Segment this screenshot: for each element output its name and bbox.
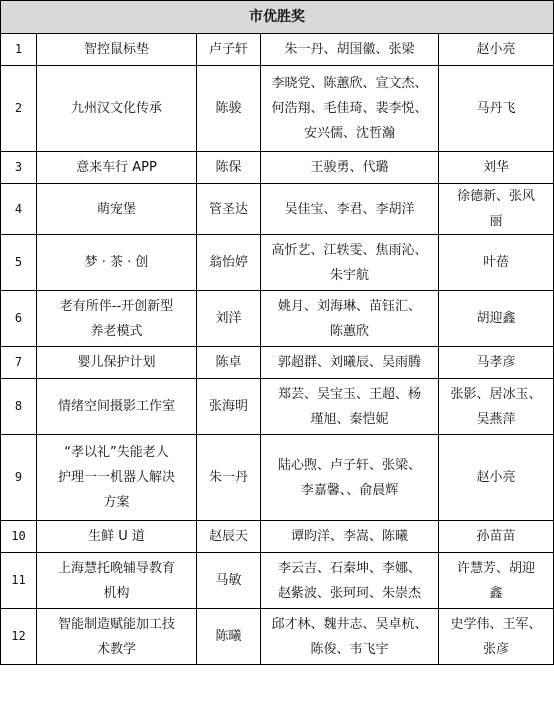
mentor-name	[439, 379, 554, 435]
team-members	[261, 435, 439, 521]
project-name-line: 方案	[103, 495, 130, 510]
team-members-line: 朱宇航	[329, 267, 369, 283]
mentor-name	[439, 184, 554, 235]
mentor-name-line: 叶蓓	[483, 255, 510, 270]
project-name-line: “孝以礼”失能老人	[64, 445, 169, 460]
team-leader: 翁怡婷	[197, 235, 261, 291]
team-leader: 张海明	[197, 379, 261, 435]
mentor-name-line: 赵小亮	[476, 470, 516, 485]
project-name-line: 智能制造赋能加工技	[57, 616, 175, 632]
row-number: 8	[1, 379, 37, 435]
project-name	[37, 184, 197, 235]
team-leader: 陈保	[197, 152, 261, 184]
team-members	[261, 152, 439, 184]
project-name	[37, 152, 197, 184]
team-members-line: 陈俊、韦飞宇	[310, 641, 389, 657]
table-row	[1, 435, 554, 521]
row-number: 3	[1, 152, 37, 184]
team-members	[261, 291, 439, 347]
mentor-name-line: 赵小亮	[476, 42, 516, 57]
team-members-line: 吴佳宝、李君、李胡洋	[284, 201, 415, 217]
project-name	[37, 291, 197, 347]
mentor-name	[439, 553, 554, 609]
row-number: 5	[1, 235, 37, 291]
project-name	[37, 34, 197, 66]
title-row	[1, 1, 554, 34]
table-row	[1, 609, 554, 665]
team-members-line: 郭超群、刘曦辰、吴雨腾	[277, 355, 421, 370]
mentor-name-line: 胡迎鑫	[476, 311, 516, 326]
team-leader: 陈骏	[197, 66, 261, 152]
team-members	[261, 34, 439, 66]
mentor-name	[439, 235, 554, 291]
team-members-line: 安兴儒、沈哲瀚	[303, 126, 395, 141]
table-row	[1, 347, 554, 379]
table-row	[1, 521, 554, 553]
team-members	[261, 184, 439, 235]
team-members-line: 陆心煦、卢子轩、张梁、	[277, 457, 421, 473]
project-name	[37, 66, 197, 152]
mentor-name	[439, 34, 554, 66]
row-number: 6	[1, 291, 37, 347]
team-members-line: 瑾旭、秦恺妮	[310, 411, 389, 427]
mentor-name-line: 鑫	[489, 585, 503, 601]
team-members-line: 王骏勇、代璐	[310, 160, 389, 175]
row-number: 7	[1, 347, 37, 379]
project-name-line: 智控鼠标垫	[83, 42, 149, 57]
mentor-name-line: 马孝彦	[476, 355, 516, 370]
table-title: 市优胜奖	[1, 1, 554, 34]
table-body	[1, 34, 554, 665]
project-name-line: 老有所伴--开创新型	[59, 298, 174, 314]
project-name-line: 术教学	[96, 641, 136, 657]
project-name-line: 养老模式	[90, 323, 143, 339]
project-name-line: 上海慧托晚辅导教育	[57, 560, 175, 576]
team-leader: 马敏	[197, 553, 261, 609]
team-leader: 卢子轩	[197, 34, 261, 66]
team-members-line: 姚月、刘海琳、苗钰汇、	[277, 298, 421, 314]
table-row	[1, 379, 554, 435]
mentor-name	[439, 521, 554, 553]
mentor-name-line: 马丹飞	[476, 101, 516, 116]
project-name-line: 九州汉文化传承	[70, 101, 162, 116]
table-row	[1, 152, 554, 184]
mentor-name	[439, 609, 554, 665]
team-members-line: 高忻艺、江轶雯、焦雨沁、	[271, 242, 428, 258]
mentor-name	[439, 291, 554, 347]
table-row	[1, 34, 554, 66]
team-members	[261, 521, 439, 553]
mentor-name-line: 张影、居冰玉、	[450, 386, 542, 402]
team-members	[261, 379, 439, 435]
team-members-line: 何浩翔、毛佳琦、裴李悦、	[271, 101, 428, 116]
table-row	[1, 235, 554, 291]
team-members-line: 赵紫波、张珂珂、朱崇杰	[277, 585, 421, 601]
project-name-line: 意来车行 APP	[76, 160, 157, 175]
project-name-line: 萌宠堡	[96, 201, 136, 217]
mentor-name	[439, 66, 554, 152]
team-members-line: 郑芸、吴宝玉、王超、杨	[277, 386, 421, 402]
table-row	[1, 184, 554, 235]
mentor-name	[439, 152, 554, 184]
project-name	[37, 435, 197, 521]
row-number: 2	[1, 66, 37, 152]
team-members-line: 谭昀洋、李嵩、陈曦	[290, 529, 408, 544]
team-members-line: 陈蕙欣	[329, 323, 369, 339]
mentor-name-line: 史学伟、王军、	[450, 616, 542, 632]
project-name-line: 护理一一机器人解决	[57, 470, 175, 485]
mentor-name	[439, 435, 554, 521]
team-leader: 赵辰天	[197, 521, 261, 553]
team-members	[261, 235, 439, 291]
mentor-name-line: 许慧芳、胡迎	[457, 560, 536, 576]
project-name	[37, 553, 197, 609]
project-name-line: 机构	[103, 585, 130, 601]
project-name-line: 生鲜 U 道	[88, 529, 145, 544]
project-name-line: 梦 · 茶 · 创	[84, 255, 149, 270]
team-members-line: 邱才林、魏井志、吴卓杭、	[271, 616, 428, 632]
project-name-line: 情绪空间摄影工作室	[57, 399, 175, 414]
table-row	[1, 291, 554, 347]
table-row	[1, 66, 554, 152]
team-members-line: 李云吉、石秦坤、李娜、	[277, 560, 421, 576]
row-number: 4	[1, 184, 37, 235]
mentor-name-line: 张彦	[483, 641, 510, 657]
table-row	[1, 553, 554, 609]
team-leader: 刘洋	[197, 291, 261, 347]
team-members	[261, 66, 439, 152]
team-leader: 陈曦	[197, 609, 261, 665]
row-number: 9	[1, 435, 37, 521]
project-name	[37, 235, 197, 291]
team-members-line: 朱一丹、胡国徽、张梁	[284, 42, 415, 57]
row-number: 11	[1, 553, 37, 609]
row-number: 1	[1, 34, 37, 66]
project-name	[37, 521, 197, 553]
mentor-name-line: 徐德新、张风	[457, 189, 536, 204]
mentor-name-line: 丽	[489, 214, 503, 229]
mentor-name-line: 吴燕萍	[476, 411, 516, 427]
project-name	[37, 379, 197, 435]
team-leader: 朱一丹	[197, 435, 261, 521]
team-members	[261, 347, 439, 379]
project-name-line: 婴儿保护计划	[77, 355, 156, 370]
project-name	[37, 347, 197, 379]
team-leader: 陈卓	[197, 347, 261, 379]
mentor-name-line: 刘华	[483, 160, 510, 175]
team-members-line: 李晓党、陈蕙欣、宣文杰、	[271, 76, 428, 91]
mentor-name	[439, 347, 554, 379]
project-name	[37, 609, 197, 665]
team-leader: 管圣达	[197, 184, 261, 235]
row-number: 10	[1, 521, 37, 553]
team-members	[261, 553, 439, 609]
row-number: 12	[1, 609, 37, 665]
mentor-name-line: 孙苗苗	[476, 529, 516, 544]
team-members-line: 李嘉馨、、俞晨辉	[300, 482, 399, 498]
team-members	[261, 609, 439, 665]
